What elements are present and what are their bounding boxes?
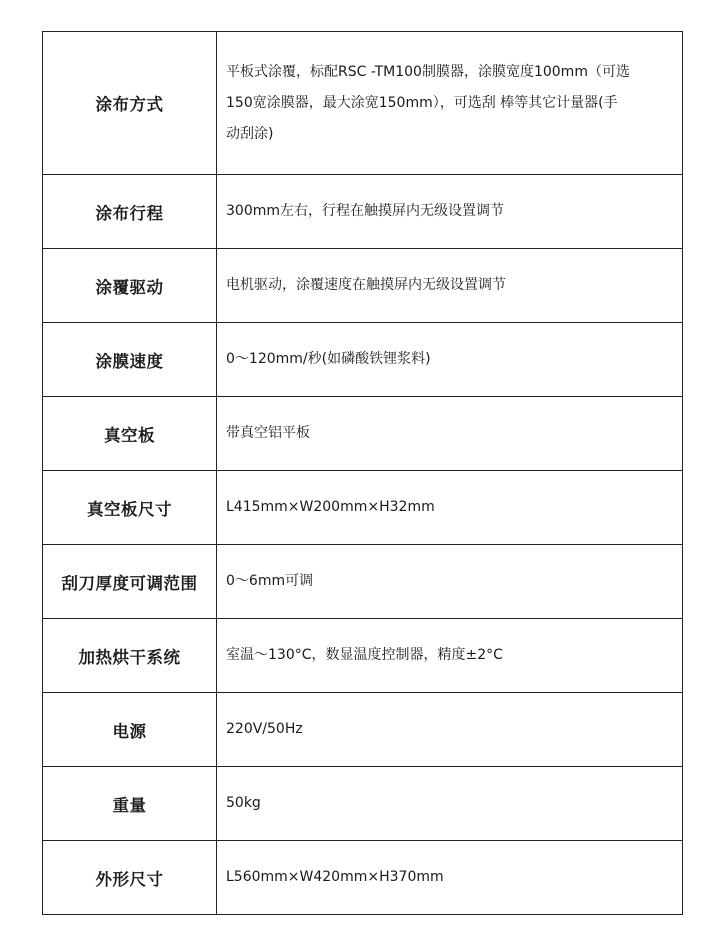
spec-label-blade-thickness: 刮刀厚度可调范围: [43, 545, 217, 619]
table-row: [43, 471, 683, 545]
spec-label-coating-method: 涂布方式: [43, 32, 217, 175]
spec-label-vacuum-plate-size: 真空板尺寸: [43, 471, 217, 545]
table-row: [43, 841, 683, 915]
table-row: [43, 767, 683, 841]
spec-label-dimensions: 外形尺寸: [43, 841, 217, 915]
spec-value-film-speed: 0～120mm/秒(如磷酸铁锂浆料): [217, 323, 683, 397]
spec-label-coating-drive: 涂覆驱动: [43, 249, 217, 323]
table-row: [43, 249, 683, 323]
table-row: [43, 545, 683, 619]
spec-value-coating-method: [217, 32, 683, 175]
table-row: [43, 693, 683, 767]
spec-value-line: 150宽涂膜器，最大涂宽150mm），可选刮 棒等其它计量器(手: [226, 94, 618, 111]
table-row: [43, 323, 683, 397]
table-row: [43, 175, 683, 249]
spec-label-coating-stroke: 涂布行程: [43, 175, 217, 249]
spec-value-line: 动刮涂): [226, 125, 274, 142]
spec-label-vacuum-plate: 真空板: [43, 397, 217, 471]
spec-value-coating-drive: 电机驱动，涂覆速度在触摸屏内无级设置调节: [217, 249, 683, 323]
table-row: [43, 397, 683, 471]
table-row: [43, 32, 683, 175]
spec-value-line: 平板式涂覆，标配RSC -TM100制膜器，涂膜宽度100mm（可选: [226, 63, 630, 80]
spec-value-heating-drying: 室温～130°C，数显温度控制器，精度±2°C: [217, 619, 683, 693]
spec-table: [42, 31, 683, 915]
spec-label-weight: 重量: [43, 767, 217, 841]
spec-value-power: 220V/50Hz: [217, 693, 683, 767]
spec-label-heating-drying: 加热烘干系统: [43, 619, 217, 693]
spec-value-coating-stroke: 300mm左右，行程在触摸屏内无级设置调节: [217, 175, 683, 249]
spec-label-film-speed: 涂膜速度: [43, 323, 217, 397]
spec-label-power: 电源: [43, 693, 217, 767]
spec-value-weight: 50kg: [217, 767, 683, 841]
spec-value-dimensions: L560mm×W420mm×H370mm: [217, 841, 683, 915]
spec-value-blade-thickness: 0～6mm可调: [217, 545, 683, 619]
table-row: [43, 619, 683, 693]
spec-value-vacuum-plate: 带真空铝平板: [217, 397, 683, 471]
spec-value-vacuum-plate-size: L415mm×W200mm×H32mm: [217, 471, 683, 545]
